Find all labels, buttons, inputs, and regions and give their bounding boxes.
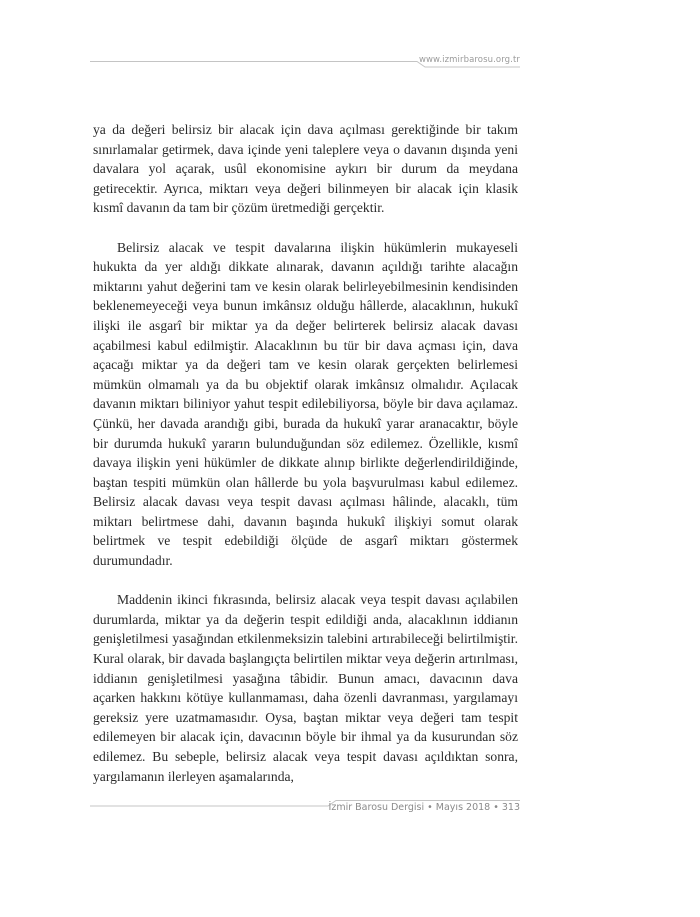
paragraph-3: Maddenin ikinci fıkrasında, belirsiz alacak veya tespit davası açılabilen durumlarda, miktar ya da değerin tespit edildiği anda, alacaklının iddianın genişletilmesi yasağından etkilenmeksizin talebini artırabileceği belirtilmiştir. Kural olarak, bir davada başlangıçta belirtilen miktar veya değerin artırılması, iddianın genişletilmesi yasağına tâbidir. Bunun amacı, davacının dava açarken hakkını kötüye kullanmaması, daha özenli davranması, yargılamayı gereksiz yere uzatmamasıdır. Oysa, baştan miktar veya değeri tam tespit edilemeyen bir alacak için, davacının böyle bir ihmal ya da kusurundan söz edilemez. Bu sebeple, belirsiz alacak veya tespit davası açıldıktan sonra, yargılamanın ilerleyen aşamalarında, [93,592,518,784]
footer-journal-info: İzmir Barosu Dergisi • Mayıs 2018 • 313 [328,802,520,813]
header-url: www.izmirbarosu.org.tr [418,55,520,65]
paragraph-2: Belirsiz alacak ve tespit davalarına ilişkin hükümlerin mukayeseli hukukta da yer aldığı dikkate alınarak, davanın açıldığı tarihte alacağın miktarını yahut değerini tam ve kesin olarak belirleyebilmesinin kendisinden beklenemeyeceği veya bunun imkânsız olduğu hâllerde, alacaklının, hukukî ilişki ile asgarî bir miktar ya da değer belirterek belirsiz alacak davası açabilmesi kabul edilmiştir. Alacaklının bu tür bir dava açması için, dava açacağı miktar ya da değeri tam ve kesin olarak gerçekten belirlemesi mümkün olmamalı ya da bu objektif olarak imkânsız olmalıdır. Açılacak davanın miktarı biliniyor yahut tespit edilebiliyorsa, böyle bir dava açılamaz. Çünkü, her davada arandığı gibi, burada da hukukî yarar aranacaktır, böyle bir durumda hukukî yararın bulunduğundan söz edilemez. Özellikle, kısmî davaya ilişkin yeni hükümler de dikkate alınıp birlikte değerlendirildiğinde, baştan tespiti mümkün olan hâllerde bu yola başvurulması kabul edilemez. Belirsiz alacak davası veya tespit davası açılması hâlinde, alacaklı, tüm miktarı belirtmese dahi, davanın başında hukukî ilişkiyi somut olarak belirtmek ve tespit edebildiği ölçüde de asgarî miktarı göstermek durumundadır. [93,239,518,569]
header-rule [90,58,520,70]
body-text [93,120,518,806]
paragraph-1: ya da değeri belirsiz bir alacak için dava açılması gerektiğinde bir takım sınırlamalar getirmek, dava içinde yeni taleplere veya o davanın dışında yeni davalara yol açarak, usûl ekonomisine aykırı bir durum da meydana getirecektir. Ayrıca, miktarı veya değeri bilinmeyen bir alacak için klasik kısmî davanın da tam bir çözüm üretmediği gerçektir. [93,122,518,216]
